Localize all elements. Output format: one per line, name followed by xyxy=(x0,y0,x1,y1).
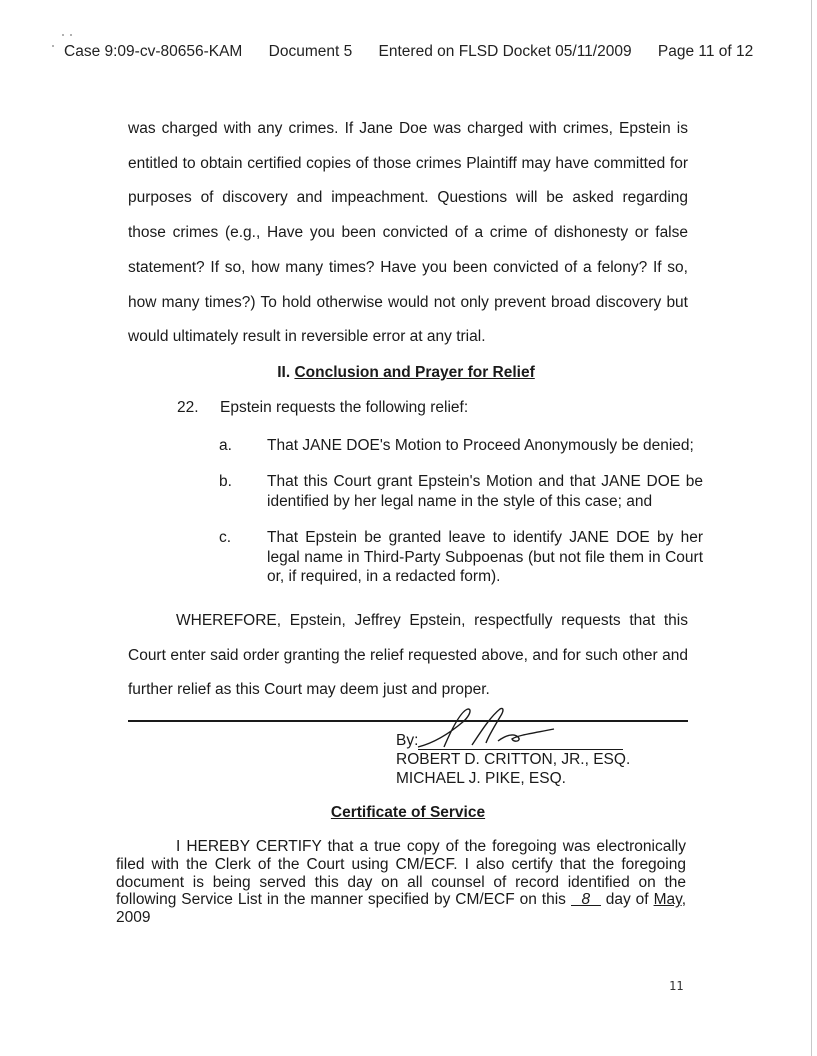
scan-edge xyxy=(811,0,812,1056)
by-label: By: xyxy=(396,732,419,749)
scan-speck xyxy=(62,34,64,36)
year: , 2009 xyxy=(116,891,687,927)
attorney-name: ROBERT D. CRITTON, JR., ESQ. xyxy=(396,751,631,768)
relief-text: That JANE DOE's Motion to Proceed Anonymously be denied; xyxy=(267,437,694,454)
relief-letter: a. xyxy=(219,437,232,454)
wherefore-paragraph: WHEREFORE, Epstein, Jeffrey Epstein, respectfully requests that this Court enter said order granting the relief requested above, and for such other and further relief as this Court may deem just and proper. xyxy=(128,612,688,699)
relief-letter: c. xyxy=(219,529,232,546)
relief-item xyxy=(219,436,703,456)
document-number: Document 5 xyxy=(268,43,353,60)
handwritten-day: 8 xyxy=(581,891,591,909)
paragraph-number: 22. xyxy=(177,399,199,416)
signature-divider xyxy=(128,720,688,722)
section-number: II. xyxy=(277,364,291,381)
paragraph-text: Epstein requests the following relief: xyxy=(220,399,469,416)
scan-speck xyxy=(52,45,54,47)
page-indicator: Page 11 of 12 xyxy=(657,43,754,60)
relief-text: That this Court grant Epstein's Motion and that JANE DOE be identified by her legal name in the style of this case; and xyxy=(267,473,703,510)
signature-line xyxy=(418,733,623,750)
certificate-title: Certificate of Service xyxy=(330,804,486,821)
signature-block xyxy=(396,731,630,788)
docket-entry: Entered on FLSD Docket 05/11/2009 xyxy=(378,43,632,60)
relief-text: That Epstein be granted leave to identify JANE DOE by her legal name in Third-Party Subpoenas (but not file them in Court or, if required, in a redacted form). xyxy=(267,529,703,586)
case-number: Case 9:09-cv-80656-KAM xyxy=(64,43,243,60)
month: May xyxy=(653,891,682,909)
section-title: Conclusion and Prayer for Relief xyxy=(294,364,535,381)
attorney-name: MICHAEL J. PIKE, ESQ. xyxy=(396,770,566,787)
relief-letter: b. xyxy=(219,473,232,490)
certificate-body: I HEREBY CERTIFY that a true copy of the foregoing was electronically filed with the Clerk of the Court using CM/ECF. I also certify that the foregoing document is being served this day on all counsel of record identified on the following Service List in the manner specified by CM/ECF on this 8 day of May, 2009 xyxy=(116,838,687,927)
numbered-paragraph xyxy=(177,399,468,417)
relief-item xyxy=(219,472,703,511)
day-blank xyxy=(571,891,601,909)
scan-speck xyxy=(70,34,72,36)
section-heading xyxy=(128,364,684,382)
docket-header xyxy=(64,43,753,61)
relief-item xyxy=(219,528,703,587)
body-paragraph: was charged with any crimes. If Jane Doe was charged with crimes, Epstein is entitled to obtain certified copies of those crimes Plaintiff may have committed for purposes of discovery and impeachment. Questions will be asked regarding those crimes (e.g., Have you been convicted of a crime of dishonesty or false statement? If so, how many times? Have you been convicted of a felony? If so, how many times?) To hold otherwise would not only prevent broad discovery but would ultimately result in reversible error at any trial. xyxy=(128,120,688,346)
page-number: 11 xyxy=(669,979,684,993)
handwritten-signature xyxy=(414,703,564,751)
